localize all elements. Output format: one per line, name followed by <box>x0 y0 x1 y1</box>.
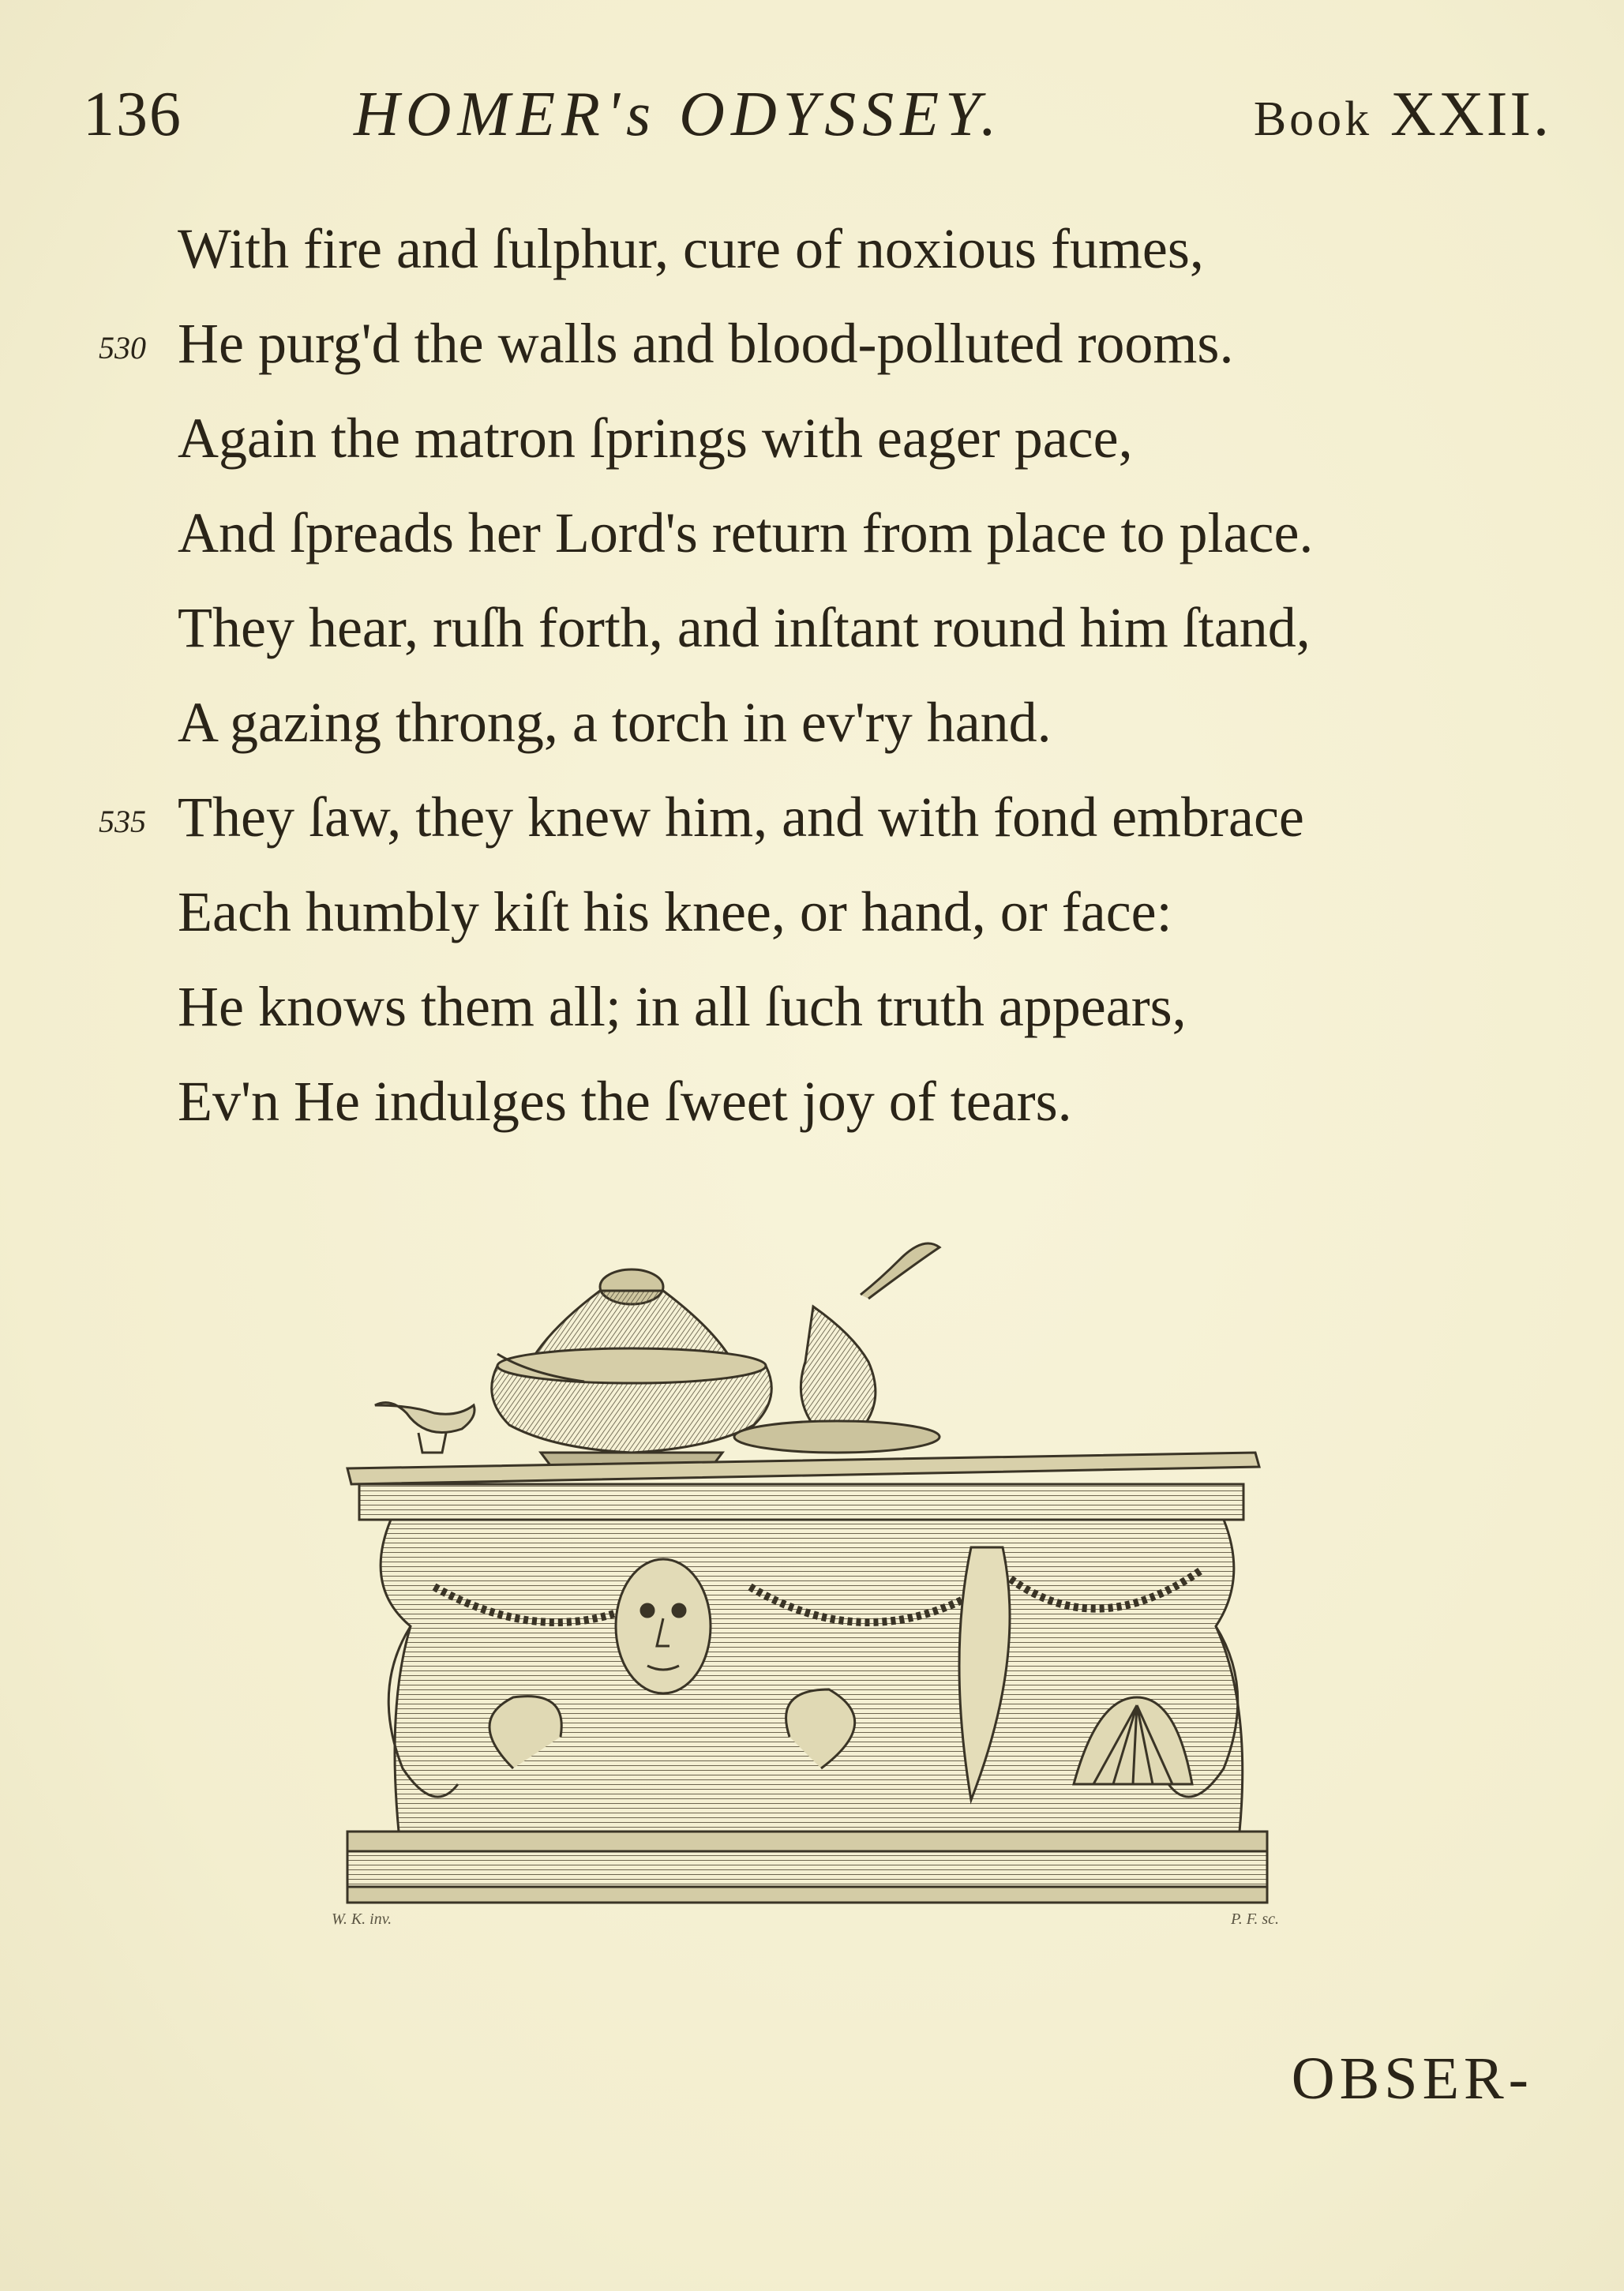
table-top <box>347 1453 1259 1520</box>
table-base <box>347 1832 1267 1903</box>
tureen <box>492 1269 772 1468</box>
line-number: 535 <box>99 804 146 839</box>
verse-line <box>99 201 1567 296</box>
page-number: 136 <box>83 80 182 149</box>
verse-block <box>99 201 1567 1149</box>
verse-line <box>99 675 1567 770</box>
verse-line <box>99 296 1567 391</box>
running-title: HOMER's ODYSSEY. <box>354 80 1003 149</box>
verse-text: And ſpreads her Lord's return from place to place. <box>178 501 1314 564</box>
catchword: OBSER- <box>1291 2045 1533 2112</box>
running-header <box>83 79 1551 158</box>
verse-text: With fire and ſulphur, cure of noxious fumes, <box>178 217 1204 280</box>
table-body <box>381 1520 1243 1832</box>
book-label-number: XXII. <box>1390 80 1551 149</box>
sauce-boat <box>375 1403 474 1453</box>
verse-line <box>99 580 1567 675</box>
verse-text: Ev'n He indulges the ſweet joy of tears. <box>178 1070 1072 1133</box>
verse-text: Each humbly kiſt his knee, or hand, or face: <box>178 880 1172 943</box>
engraving-credits <box>332 1910 1279 1942</box>
verse-text: They ſaw, they knew him, and with fond embrace <box>178 786 1304 849</box>
verse-line <box>99 391 1567 486</box>
verse-text: He purg'd the walls and blood-polluted rooms. <box>178 312 1234 375</box>
verse-text: They hear, ruſh forth, and inſtant round him ſtand, <box>178 596 1311 659</box>
verse-text: A gazing throng, a torch in ev'ry hand. <box>178 691 1052 754</box>
verse-line <box>99 486 1567 580</box>
book-label <box>1254 79 1551 151</box>
verse-text: He knows them all; in all ſuch truth appears, <box>178 975 1187 1038</box>
line-number: 530 <box>99 330 146 366</box>
verse-text: Again the matron ſprings with eager pace, <box>178 407 1133 470</box>
engraver-credit: P. F. sc. <box>1231 1910 1279 1928</box>
book-label-prefix: Book <box>1253 92 1373 146</box>
verse-line <box>99 864 1567 959</box>
verse-line <box>99 1054 1567 1149</box>
designer-credit: W. K. inv. <box>332 1910 392 1928</box>
verse-line <box>99 770 1567 864</box>
engraving-sideboard-illustration <box>316 1216 1287 1950</box>
verse-line <box>99 959 1567 1054</box>
